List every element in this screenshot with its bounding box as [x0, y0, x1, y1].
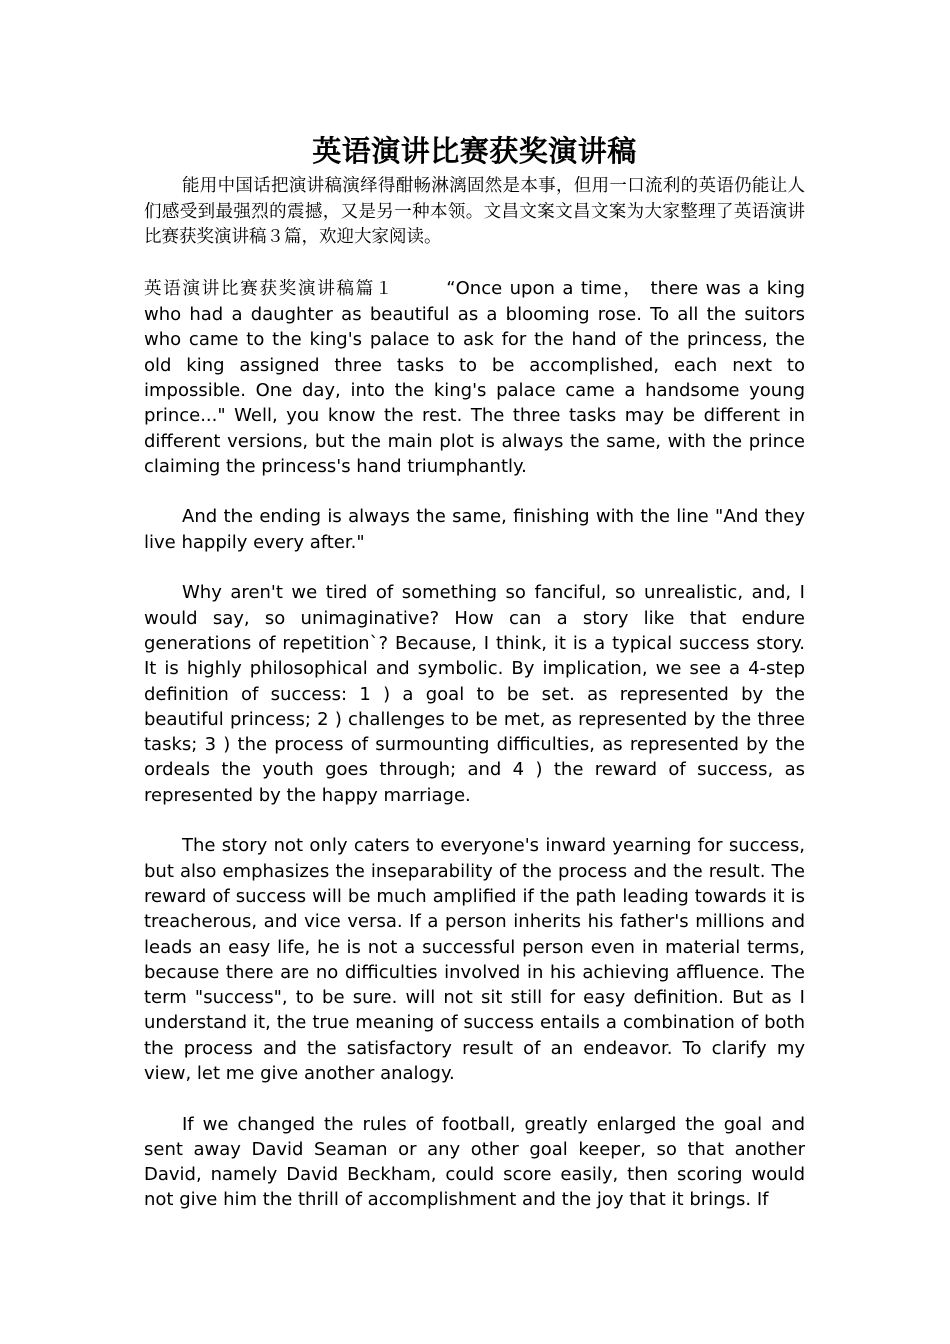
paragraph-gap: [144, 1086, 805, 1111]
paragraph-gap: [144, 251, 805, 276]
paragraph-gap: [144, 555, 805, 580]
paragraph-gap: [144, 479, 805, 504]
document-title: 英语演讲比赛获奖演讲稿: [312, 134, 637, 168]
paragraph-1-text: “Once upon a time， there was a king who had a daughter as beautiful as a blooming rose. To all the suitors who came to the king's palace to ask for the hand of the princess, the old king assigned three tasks to be accomplished, each next to impossible. One day, into the king's palace came a handsome young prince..." Well, you know the rest. The three tasks may be different in different versions, but the main plot is always the same, with the prince claiming the princess's hand triumphantly.: [144, 277, 805, 477]
paragraph-2: And the ending is always the same, finishing with the line "And they live happily every after.": [144, 506, 805, 553]
paragraph-3: Why aren't we tired of something so fanciful, so unrealistic, and, I would say, so unimaginative? How can a story like that endure generations of repetition`? Because, I think, it is a typical success story. It is highly philosophical and symbolic. By implication, we see a 4-step definition of success: 1 ) a goal to be set. as represented by the beautiful princess; 2 ) challenges to be met, as represented by the three tasks; 3 ) the process of surmounting difficulties, as represented by the ordeals the youth goes through; and 4 ) the reward of success, as represented by the happy marriage.: [144, 582, 805, 806]
section-heading: 英语演讲比赛获奖演讲稿篇１: [144, 278, 395, 299]
paragraph-5: If we changed the rules of football, greatly enlarged the goal and sent away David Seaman or any other goal keeper, so that another David, namely David Beckham, could score easily, then scoring would not give him the thrill of accomplishment and the joy that it brings. If: [144, 1113, 805, 1211]
paragraph-4: The story not only caters to everyone's inward yearning for success, but also emphasizes the inseparability of the process and the result. The reward of success will be much amplified if the path leading towards it is treacherous, and vice versa. If a person inherits his father's millions and leads an easy life, he is not a successful person even in material terms, because there are no difficulties involved in his achieving affluence. The term "success", to be sure. will not sit still for easy definition. But as I understand it, the true meaning of success entails a combination of both the process and the satisfactory result of an endeavor. To clarify my view, let me give another analogy.: [144, 835, 805, 1084]
document-page: [144, 130, 805, 1213]
first-paragraph: [144, 276, 805, 479]
paragraph-gap: [144, 808, 805, 833]
intro-paragraph: 能用中国话把演讲稿演绎得酣畅淋漓固然是本事，但用一口流利的英语仍能让人们感受到最强烈的震撼，又是另一种本领。文昌文案文昌文案为大家整理了英语演讲比赛获奖演讲稿３篇，欢迎大家阅读。: [144, 176, 805, 247]
